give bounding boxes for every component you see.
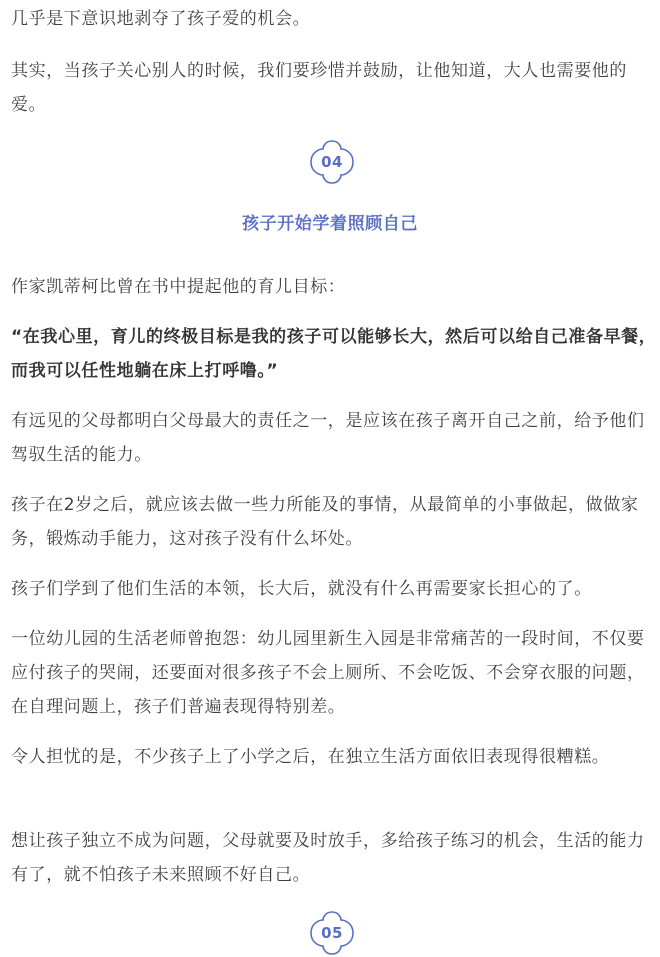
paragraph: 孩子们学到了他们生活的本领，长大后，就没有什么再需要家长担心的了。 <box>11 579 592 599</box>
paragraph: 作家凯蒂柯比曾在书中提起他的育儿目标： <box>11 277 346 297</box>
section-title: 孩子开始学着照顾自己 <box>242 214 418 234</box>
section-number: 04 <box>321 153 343 171</box>
paragraph: 几乎是下意识地剥夺了孩子爱的机会。 <box>11 9 311 29</box>
paragraph: 有远见的父母都明白父母最大的责任之一，是应该在孩子离开自己之前，给予他们驾驭生活的能力。 <box>11 411 645 465</box>
section-number-badge <box>308 138 356 186</box>
quote-paragraph: “在我心里，育儿的终极目标是我的孩子可以能够长大，然后可以给自己准备早餐，而我可以任性地躺在床上打呼噜。” <box>11 327 657 381</box>
paragraph: 孩子在2岁之后，就应该去做一些力所能及的事情，从最简单的小事做起，做做家务，锻炼动手能力，这对孩子没有什么坏处。 <box>11 495 639 549</box>
section-number: 05 <box>321 924 343 942</box>
paragraph: 其实，当孩子关心别人的时候，我们要珍惜并鼓励，让他知道，大人也需要他的爱。 <box>11 61 627 115</box>
paragraph: 一位幼儿园的生活老师曾抱怨：幼儿园里新生入园是非常痛苦的一段时间，不仅要应付孩子的哭闹，还要面对很多孩子不会上厕所、不会吃饭、不会穿衣服的问题，在自理问题上，孩子们普遍表现得特别差。 <box>11 629 645 717</box>
paragraph: 想让孩子独立不成为问题，父母就要及时放手，多给孩子练习的机会，生活的能力有了，就不怕孩子未来照顾不好自己。 <box>11 831 645 885</box>
section-number-badge <box>308 909 356 957</box>
paragraph: 令人担忧的是，不少孩子上了小学之后，在独立生活方面依旧表现得很糟糕。 <box>11 747 610 767</box>
